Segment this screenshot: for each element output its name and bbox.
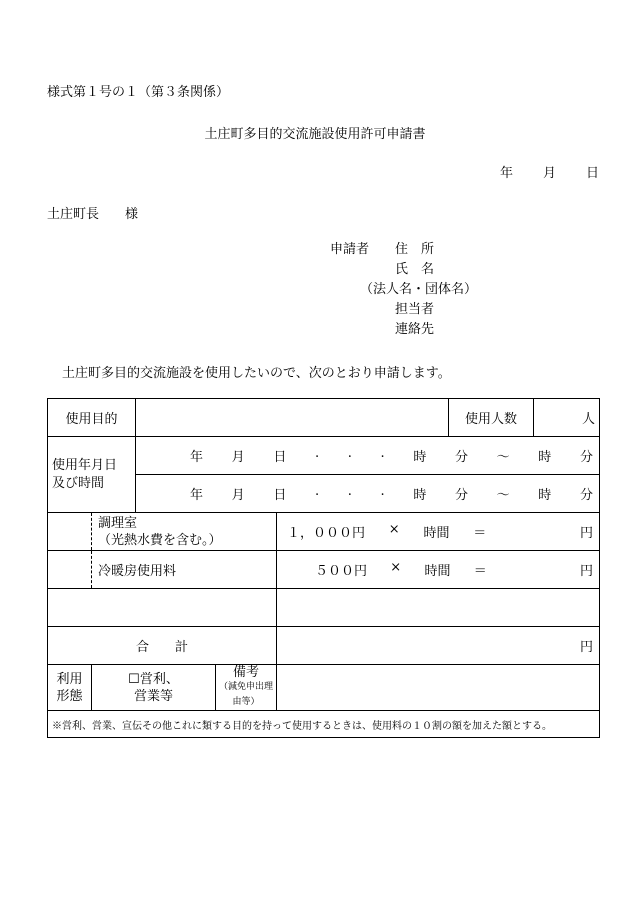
usage-label (48, 665, 92, 711)
dt-minute: 分 (579, 450, 593, 465)
applicant-contact-person-label: 担当者 (395, 302, 435, 317)
equals-sign: ＝ (473, 564, 487, 579)
addressee-name: 土庄町長 (47, 207, 100, 222)
datetime-label-line-1: 使用年月日 (52, 457, 118, 473)
dt-hour: 時 (413, 488, 427, 503)
yen-unit: 円 (580, 640, 594, 655)
dt-day: 日 (273, 450, 287, 465)
datetime-label-line-2: 及び時間 (52, 475, 105, 491)
people-unit: 人 (582, 412, 596, 427)
dt-dot: . (314, 446, 320, 461)
addressee (47, 203, 138, 222)
hours-unit: 時間 (424, 564, 451, 579)
dt-month: 月 (231, 488, 245, 503)
footnote-row (48, 711, 600, 738)
footnote: ※営利、営業、宣伝その他これに類する目的を持って使用するときは、使用料の１０割の額を加えた額とする。 (48, 711, 600, 738)
usage-option-line-2: 営業等 (134, 688, 174, 704)
kitchen-label-line-1: 調理室 (98, 515, 138, 531)
usage-row (48, 665, 600, 711)
total-row (48, 627, 600, 665)
dt-year: 年 (190, 450, 204, 465)
purpose-field[interactable] (136, 399, 449, 437)
kitchen-check[interactable] (48, 513, 92, 551)
kitchen-price: １，０００円 (287, 526, 366, 541)
applicant-contact-label: 連絡先 (395, 322, 435, 337)
times-sign: × (388, 522, 400, 537)
dt-day: 日 (273, 488, 287, 503)
applicant-address-label: 住 所 (395, 242, 435, 257)
dt-month: 月 (231, 450, 245, 465)
aircon-label: 冷暖房使用料 (92, 551, 277, 589)
purpose-row (48, 399, 600, 437)
dt-minute: 分 (454, 450, 468, 465)
applicant-name-label: 氏 名 (395, 262, 435, 277)
total-label: 合 計 (48, 627, 277, 665)
datetime-field-1[interactable] (136, 437, 600, 475)
datetime-row-1 (48, 437, 600, 475)
application-date (500, 162, 599, 181)
intro-text: 土庄町多目的交流施設を使用したいので、次のとおり申請します。 (62, 366, 451, 381)
kitchen-label-line-2: （光熱水費を含む。） (98, 532, 222, 548)
dt-hour: 時 (413, 450, 427, 465)
date-month: 月 (543, 166, 557, 181)
yen-unit: 円 (579, 564, 593, 579)
addressee-suffix: 様 (125, 207, 139, 222)
form-number: 様式第１号の１（第３条関係） (47, 85, 230, 100)
dt-minute: 分 (454, 488, 468, 503)
equals-sign: ＝ (473, 526, 487, 541)
dt-tilde: ～ (496, 450, 510, 465)
usage-option-line-1: ☐営利、 (128, 671, 179, 687)
applicant-label: 申請者 (330, 242, 370, 257)
total-field[interactable] (277, 627, 600, 665)
people-field[interactable] (534, 399, 600, 437)
document-title: 土庄町多目的交流施設使用許可申請書 (204, 127, 426, 142)
usage-label-line-2: 形態 (56, 688, 83, 704)
dt-dot: . (347, 484, 352, 499)
blank-value-cell[interactable] (277, 589, 600, 627)
applicant-block (330, 240, 478, 340)
purpose-label: 使用目的 (48, 399, 136, 437)
date-day: 日 (586, 166, 600, 181)
dt-dot: . (314, 484, 320, 499)
kitchen-row (48, 513, 600, 551)
hours-unit: 時間 (423, 526, 450, 541)
remarks-label (216, 665, 277, 711)
aircon-row (48, 551, 600, 589)
dt-minute: 分 (579, 488, 593, 503)
aircon-price: ５００円 (315, 564, 368, 579)
remarks-label-main: 備考 (233, 665, 260, 680)
dt-dot: . (380, 484, 385, 499)
times-sign: × (390, 560, 402, 575)
dt-year: 年 (190, 488, 204, 503)
usage-option[interactable] (92, 665, 216, 711)
dt-hour: 時 (538, 450, 552, 465)
kitchen-label (92, 513, 277, 551)
usage-label-line-1: 利用 (56, 671, 83, 687)
dt-hour: 時 (538, 488, 552, 503)
yen-unit: 円 (579, 526, 593, 541)
datetime-label (48, 437, 136, 513)
people-label: 使用人数 (449, 399, 534, 437)
dt-dot: . (380, 446, 385, 461)
dt-tilde: ～ (496, 488, 510, 503)
applicant-corp-note: （法人名・団体名） (360, 282, 478, 297)
blank-row (48, 589, 600, 627)
date-year: 年 (500, 166, 514, 181)
kitchen-fee-field[interactable] (277, 513, 600, 551)
dt-dot: . (347, 446, 352, 461)
aircon-check[interactable] (48, 551, 92, 589)
aircon-fee-field[interactable] (277, 551, 600, 589)
remarks-field[interactable] (277, 665, 600, 711)
datetime-field-2[interactable] (136, 475, 600, 513)
application-table (47, 398, 600, 738)
blank-label-cell[interactable] (48, 589, 277, 627)
remarks-label-note: （減免申出理由等） (219, 682, 274, 707)
